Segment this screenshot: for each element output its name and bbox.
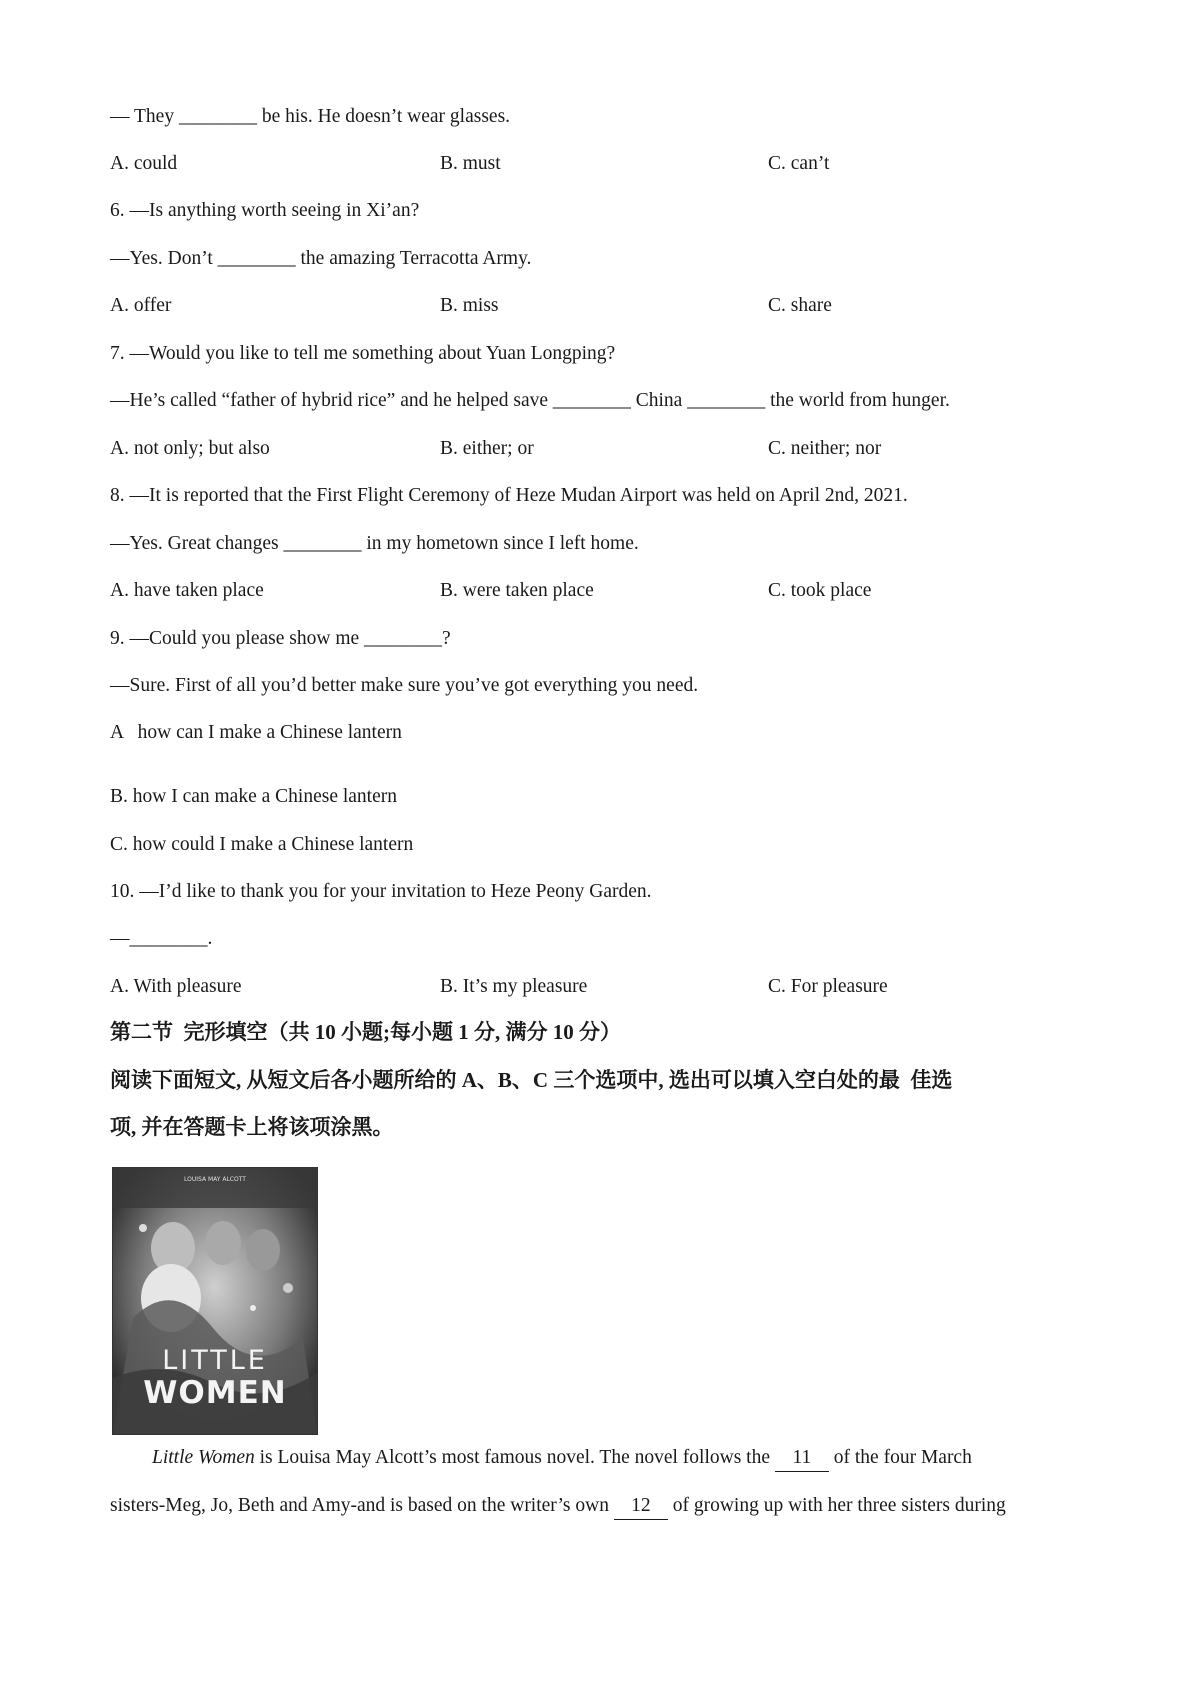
little-women-poster-image	[112, 1167, 318, 1435]
q9-option-a: A how can I make a Chinese lantern	[110, 722, 402, 743]
passage-part1: is Louisa May Alcott’s most famous novel. The novel follows the	[254, 1447, 775, 1468]
q8-question: 8. —It is reported that the First Flight Ceremony of Heze Mudan Airport was held on April 2nd, 2021.	[110, 485, 908, 506]
passage-blank-11: 11	[775, 1445, 829, 1472]
q5-answer-line: — They ________ be his. He doesn’t wear glasses.	[110, 106, 511, 127]
q7-question: 7. —Would you like to tell me something about Yuan Longping?	[110, 343, 616, 364]
poster-title-line1: LITTLE	[162, 1345, 268, 1376]
q7-options	[110, 436, 1110, 462]
q10-options	[110, 974, 1110, 1000]
q10-option-b: B. It’s my pleasure	[440, 976, 588, 997]
q6-option-b: B. miss	[440, 295, 499, 316]
section2-instruction-line1: 阅读下面短文, 从短文后各小题所给的 A、B、C 三个选项中, 选出可以填入空白处的最 佳选	[110, 1068, 953, 1092]
q8-option-c: C. took place	[768, 580, 872, 601]
poster-title-line2: WOMEN	[143, 1375, 287, 1411]
q10-option-c: C. For pleasure	[768, 976, 888, 997]
passage-part4: of growing up with her three sisters during	[667, 1495, 1006, 1516]
q6-option-a: A. offer	[110, 295, 172, 316]
q8-option-a: A. have taken place	[110, 580, 264, 601]
q5-option-c: C. can’t	[768, 153, 830, 174]
q6-options	[110, 293, 1110, 319]
q10-option-a: A. With pleasure	[110, 976, 242, 997]
q7-option-a: A. not only; but also	[110, 438, 270, 459]
q6-answer-line: —Yes. Don’t ________ the amazing Terracotta Army.	[110, 248, 532, 269]
q10-answer-line: —________.	[110, 928, 213, 949]
q9-option-c: C. how could I make a Chinese lantern	[110, 834, 414, 855]
q8-options	[110, 578, 1110, 604]
q8-answer-line: —Yes. Great changes ________ in my hometown since I left home.	[110, 533, 639, 554]
passage-part3: sisters-Meg, Jo, Beth and Amy-and is based on the writer’s own	[110, 1495, 614, 1516]
passage-line1	[152, 1445, 972, 1472]
passage-line2	[110, 1493, 1006, 1520]
q6-option-c: C. share	[768, 295, 832, 316]
passage-italic-title: Little Women	[152, 1447, 255, 1468]
q7-answer-line: —He’s called “father of hybrid rice” and he helped save ________ China ________ the world from hunger.	[110, 390, 950, 411]
q10-question: 10. —I’d like to thank you for your invitation to Heze Peony Garden.	[110, 881, 652, 902]
q7-option-c: C. neither; nor	[768, 438, 882, 459]
q5-option-b: B. must	[440, 153, 501, 174]
q6-question: 6. —Is anything worth seeing in Xi’an?	[110, 200, 420, 221]
section2-instruction-line2: 项, 并在答题卡上将该项涂黑。	[110, 1115, 394, 1139]
q9-option-b: B. how I can make a Chinese lantern	[110, 786, 397, 807]
q5-option-a: A. could	[110, 153, 178, 174]
q8-option-b: B. were taken place	[440, 580, 594, 601]
q9-answer-line: —Sure. First of all you’d better make sure you’ve got everything you need.	[110, 675, 699, 696]
q9-question: 9. —Could you please show me ________?	[110, 628, 451, 649]
passage-part2: of the four March	[828, 1447, 972, 1468]
q7-option-b: B. either; or	[440, 438, 534, 459]
poster-author-text: LOUISA MAY ALCOTT	[184, 1176, 246, 1183]
passage-blank-12: 12	[614, 1493, 668, 1520]
section2-heading: 第二节 完形填空（共 10 小题;每小题 1 分, 满分 10 分）	[110, 1020, 621, 1044]
q5-options	[110, 151, 1110, 177]
